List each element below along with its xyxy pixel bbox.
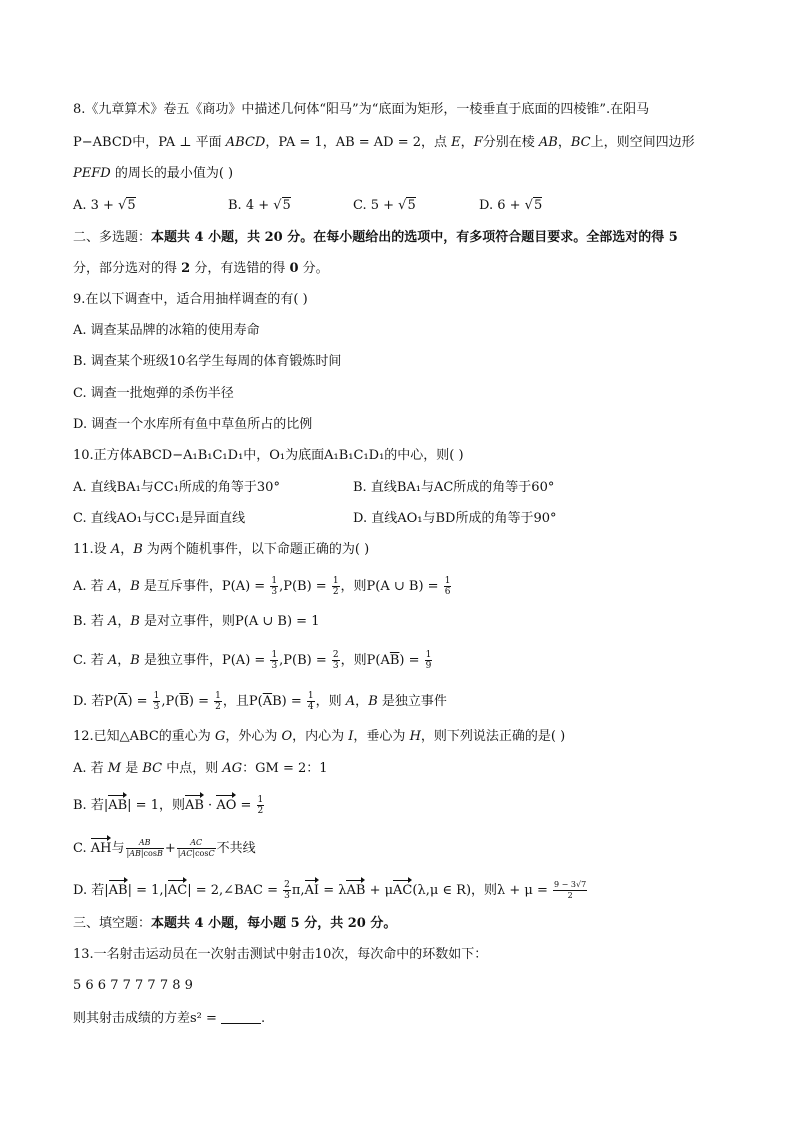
q9-stem: 9.在以下调查中，适合用抽样调查的有( ) — [73, 292, 308, 307]
q11-option-c: C. 若 A，B 是独立事件，P(A) = $\frac{1}{3}$ ,P(B) = $\frac{2}{3}$ ，则$P(A\overline{B})$ = $\frac{1}{9}$ — [73, 650, 432, 671]
q9-option-b: B. 调查某个班级10名学生每周的体育锻炼时间 — [73, 354, 342, 369]
q8-option-a: A. 3 + √5 — [73, 198, 136, 213]
q13-data: 5 6 6 7 7 7 7 7 8 9 — [73, 978, 193, 993]
q8-line2: P−ABCD中，PA ⊥ 平面 ABCD，PA = 1，AB = AD = 2，点 E，F分别在棱 AB，BC上，则空间四边形 — [73, 135, 695, 150]
q10-option-a: A. 直线BA₁与CC₁所成的角等于30° — [73, 480, 280, 495]
q12-stem: 12.已知△ABC的重心为 G，外心为 O，内心为 I，垂心为 H，则下列说法正确的是( ) — [73, 729, 566, 744]
q12-option-d: D. 若|AB| = 1,|AC| = 2,∠BAC = $\frac{2}{3}$ π,AI = λAB + μAC(λ,μ ∈ R)，则λ + μ = $\frac{9 - 3√7}{2}$ — [73, 880, 587, 901]
q9-option-a: A. 调查某品牌的冰箱的使用寿命 — [73, 323, 260, 338]
q10-option-b: B. 直线BA₁与AC所成的角等于60° — [353, 480, 555, 495]
q8-option-d: D. 6 + √5 — [479, 198, 543, 213]
q9-option-c: C. 调查一批炮弹的杀伤半径 — [73, 386, 234, 401]
q12-option-c: C. AH与 $\frac{AB}{|AB|\cos B}$ + $\frac{AC}{|AC|\cos C}$ 不共线 — [73, 838, 256, 858]
q11-option-d: D. 若$P(\overline{A})$ = $\frac{1}{3}$ $,P(\overline{B})$ = $\frac{1}{2}$ ，且$P(\overline{A}B)$ = $\frac{1}{4}$ ，则 A，B 是独立事件 — [73, 691, 447, 712]
q12-option-a: A. 若 M 是 BC 中点，则 AG：GM = 2：1 — [73, 761, 328, 776]
q13-stem: 13.一名射击运动员在一次射击测试中射击10次，每次命中的环数如下： — [73, 947, 488, 962]
q10-option-d: D. 直线AO₁与BD所成的角等于90° — [353, 511, 557, 526]
q11-stem: 11.设 A，B 为两个随机事件，以下命题正确的为( ) — [73, 542, 370, 557]
section2-heading-line2: 分，部分选对的得 2 分，有选错的得 0 分。 — [73, 261, 329, 276]
q9-option-d: D. 调查一个水库所有鱼中草鱼所占的比例 — [73, 417, 313, 432]
q8-line3: PEFD 的周长的最小值为( ) — [73, 166, 234, 181]
q10-option-c: C. 直线AO₁与CC₁是异面直线 — [73, 511, 246, 526]
section3-heading: 三、填空题：本题共 4 小题，每小题 5 分，共 20 分。 — [73, 916, 397, 931]
q8-option-b: B. 4 + √5 — [228, 198, 291, 213]
q11-option-b: B. 若 A，B 是对立事件，则P(A ∪ B) = 1 — [73, 614, 320, 629]
q8-option-c: C. 5 + √5 — [353, 198, 416, 213]
q13-ask: 则其射击成绩的方差s² = . — [73, 1011, 266, 1026]
q10-stem: 10.正方体ABCD−A₁B₁C₁D₁中，O₁为底面A₁B₁C₁D₁的中心，则( ) — [73, 448, 464, 463]
q11-option-a: A. 若 A，B 是互斥事件，P(A) = $\frac{1}{3}$ ,P(B) = $\frac{1}{2}$ ，则P(A ∪ B) = $\frac{1}{6}$ — [73, 576, 451, 597]
section2-heading-line1: 二、多选题：本题共 4 小题，共 20 分。在每小题给出的选项中，有多项符合题目要求。全部选对的得 5 — [73, 230, 678, 245]
answer-blank[interactable] — [221, 1010, 261, 1024]
q8-line1: 8.《九章算术》卷五《商功》中描述几何体“阳马”为“底面为矩形，一棱垂直于底面的四棱锥”.在阳马 — [73, 102, 650, 117]
q12-option-b: B. 若|AB| = 1，则AB · AO = $\frac{1}{2}$ — [73, 795, 264, 816]
